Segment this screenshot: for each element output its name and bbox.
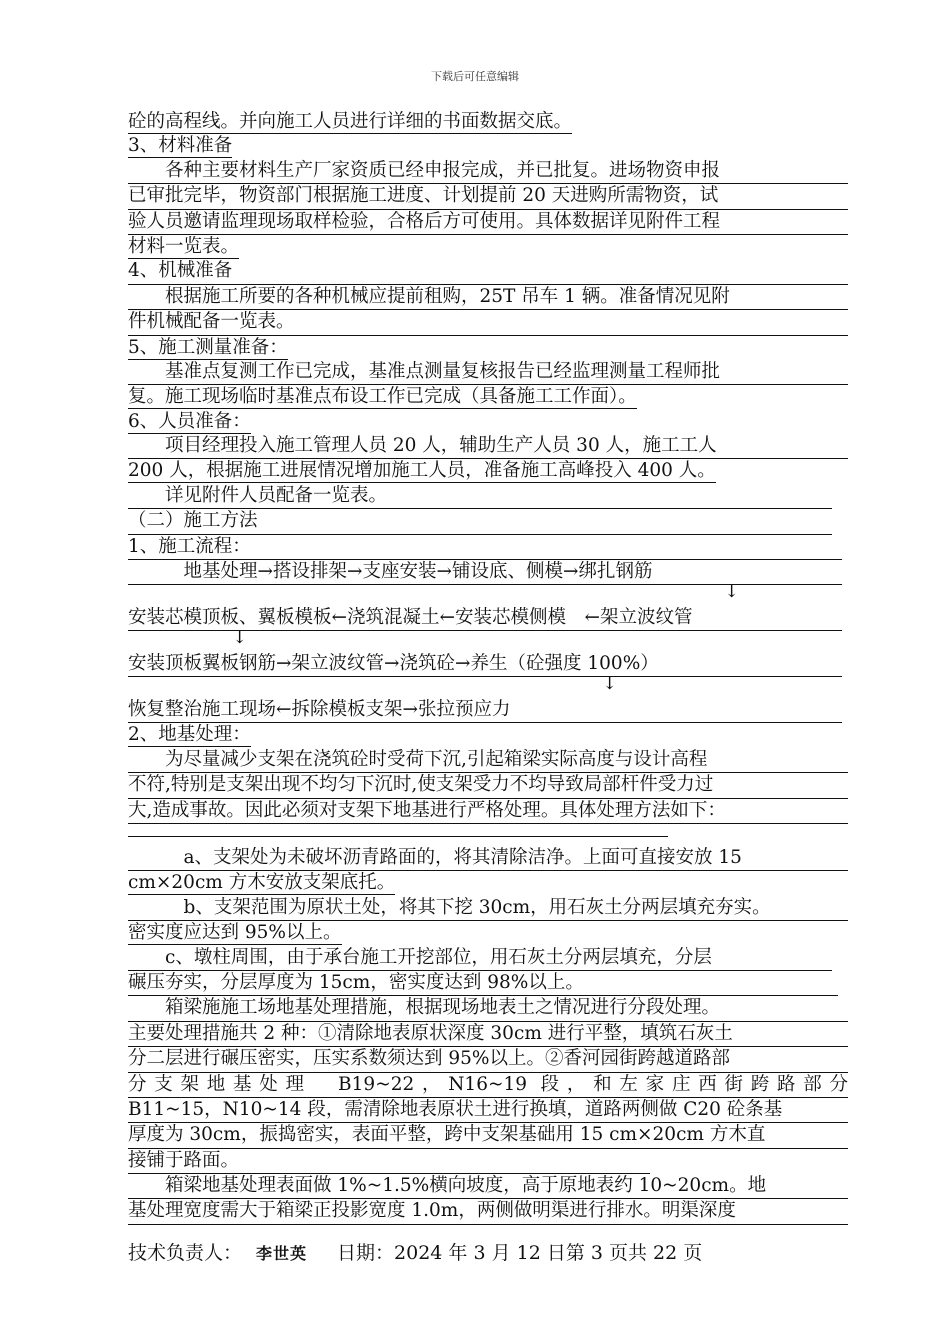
text-line: 验人员邀请监理现场取样检验，合格后方可使用。具体数据详见附件工程 — [128, 210, 721, 232]
signature: 李世英 — [256, 1244, 308, 1263]
text-line: 根据施工所要的各种机械应提前租购，25T 吊车 1 辆。准备情况见附 — [128, 285, 730, 307]
down-arrow-icon: ↓ — [724, 581, 740, 603]
text-line: 箱梁施施工场地基处理措施，根据现场地表土之情况进行分段处理。 — [128, 997, 721, 1019]
text-line: cm×20cm 方木安放支架底托。 — [128, 872, 396, 894]
text-line: B11~15，N10~14 段，需清除地表原状土进行换填，道路两侧做 C20 砼条基 — [128, 1098, 783, 1120]
section-heading: 5、施工测量准备： — [128, 336, 288, 358]
text-line: 复。施工现场临时基准点布设工作已完成（具备施工工作面）。 — [128, 386, 637, 408]
text-line: 各种主要材料生产厂家资质已经申报完成，并已批复。进场物资申报 — [128, 159, 721, 181]
text-line: 主要处理措施共 2 种：①清除地表原状深度 30cm 进行平整，填筑石灰土 — [128, 1022, 733, 1044]
text-line: 件机械配备一览表。 — [128, 311, 295, 333]
text-line: 详见附件人员配备一览表。 — [128, 484, 388, 506]
text-line: 不符,特别是支架出现不均匀下沉时,使支架受力不均导致局部杆件受力过 — [128, 774, 714, 796]
text-line: b、支架范围为原状土处，将其下挖 30cm，用石灰土分两层填充夯实。 — [128, 896, 771, 918]
section-heading: 6、人员准备： — [128, 410, 251, 432]
text-line: 为尽量减少支架在浇筑砼时受荷下沉,引起箱梁实际高度与设计高程 — [128, 748, 708, 770]
section-heading: 3、材料准备 — [128, 135, 233, 157]
section-heading: 1、施工流程： — [128, 535, 251, 557]
flowchart-row-2 — [128, 606, 848, 652]
section-heading: 2、地基处理： — [128, 724, 251, 746]
text-line: 接铺于路面。 — [128, 1149, 240, 1171]
text-line: a、支架处为未破坏沥青路面的，将其清除洁净。上面可直接安放 15 — [128, 846, 742, 868]
section-heading: 4、机械准备 — [128, 260, 233, 282]
text-line: 已审批完毕，物资部门根据施工进度、计划提前 20 天进购所需物资，试 — [128, 185, 719, 207]
text-line: 基准点复测工作已完成，基准点测量复核报告已经监理测量工程师批 — [128, 360, 721, 382]
section-heading: （二）施工方法 — [128, 510, 258, 532]
text-line: 基处理宽度需大于箱梁正投影宽度 1.0m，两侧做明渠进行排水。明渠深度 — [128, 1200, 736, 1222]
document-body — [128, 110, 848, 1225]
text-line: 密实度应达到 95%以上。 — [128, 922, 342, 944]
down-arrow-icon: ↓ — [232, 627, 248, 649]
text-line: 厚度为 30cm，振捣密实，表面平整，跨中支架基础用 15 cm×20cm 方木直 — [128, 1124, 766, 1146]
flow-step-text: 安装顶板翼板钢筋→架立波纹管→浇筑砼→养生（砼强度 100%） — [128, 653, 659, 675]
date-page-info: 日期：2024 年 3 月 12 日第 3 页共 22 页 — [337, 1242, 703, 1264]
page-header-note: 下载后可任意编辑 — [431, 70, 519, 83]
flowchart-row-3 — [128, 652, 848, 698]
text-line: 箱梁地基处理表面做 1%~1.5%横向坡度，高于原地表约 10~20cm。地 — [128, 1175, 767, 1197]
text-line: 分支架地基处理 B19~22，N16~19 段，和左家庄西街跨路部分 — [128, 1073, 848, 1095]
text-line: 材料一览表。 — [128, 235, 240, 257]
responsible-label: 技术负责人： — [128, 1242, 243, 1264]
text-line: 项目经理投入施工管理人员 20 人，辅助生产人员 30 人，施工工人 — [128, 435, 717, 457]
flow-step-text: 地基处理→搭设排架→支座安装→铺设底、侧模→绑扎钢筋 — [128, 561, 653, 583]
flow-step-text: 恢复整治施工现场←拆除模板支架→张拉预应力 — [128, 699, 511, 721]
page-footer — [128, 1238, 702, 1265]
flowchart-row-1 — [128, 560, 848, 606]
text-line: 分二层进行碾压密实，压实系数须达到 95%以上。②香河园街跨越道路部 — [128, 1048, 731, 1070]
text-line: 大,造成事故。因此必须对支架下地基进行严格处理。具体处理方法如下： — [128, 799, 726, 821]
text-line: 碾压夯实，分层厚度为 15cm，密实度达到 98%以上。 — [128, 971, 584, 993]
down-arrow-icon: ↓ — [602, 673, 618, 695]
text-line: c、墩柱周围，由于承台施工开挖部位，用石灰土分两层填充，分层 — [128, 946, 712, 968]
text-line: 200 人，根据施工进展情况增加施工人员，准备施工高峰投入 400 人。 — [128, 460, 716, 482]
text-line: 砼的高程线。并向施工人员进行详细的书面数据交底。 — [128, 111, 573, 132]
flow-step-text: 安装芯模顶板、翼板模板←浇筑混凝土←安装芯模侧模 ←架立波纹管 — [128, 607, 693, 629]
